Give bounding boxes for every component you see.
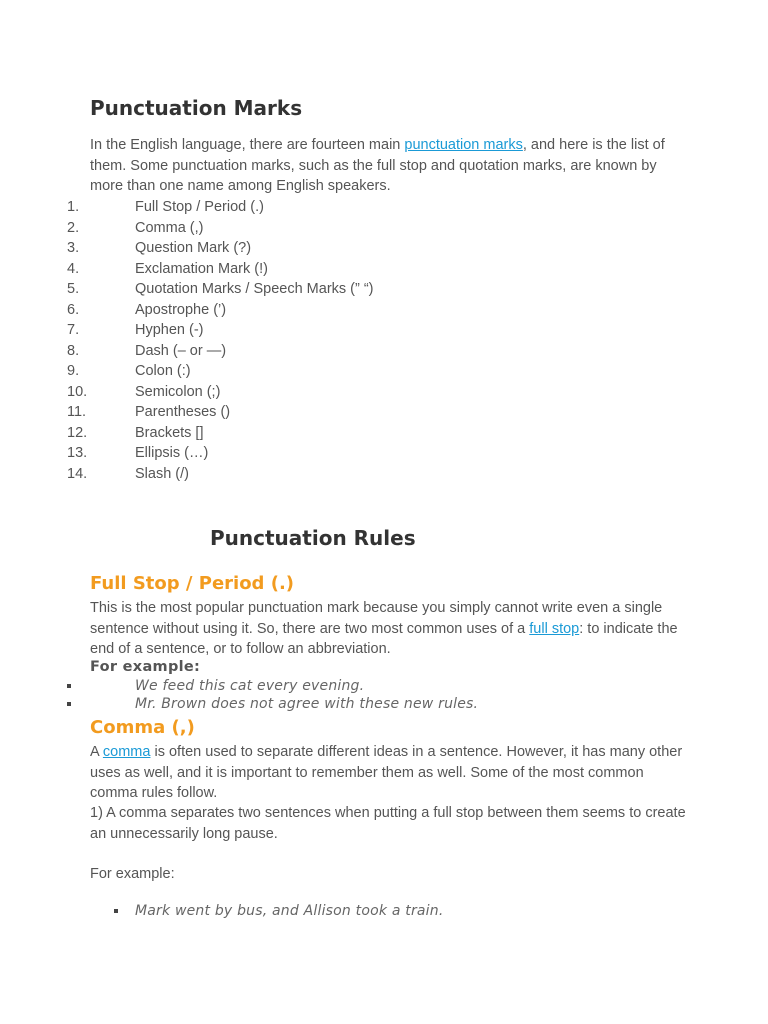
list-item-text: Quotation Marks / Speech Marks (” “) xyxy=(135,281,374,297)
list-item xyxy=(67,443,467,464)
list-item-number: 3. xyxy=(67,240,80,256)
example-label: For example: xyxy=(90,866,175,882)
list-item-text: Comma (,) xyxy=(135,219,204,236)
example-text: Mark went by bus, and Allison took a train. xyxy=(135,903,444,919)
square-bullet-icon xyxy=(67,684,71,688)
list-item-number: 6. xyxy=(67,301,80,318)
list-item-number: 10. xyxy=(67,383,88,400)
list-item-text: Brackets [] xyxy=(135,424,204,441)
intro-text-start: In the English language, there are fourteen main xyxy=(90,137,405,153)
list-item-number: 12. xyxy=(67,424,88,441)
list-item-number: 5. xyxy=(67,281,80,297)
list-item-text: Dash (– or —) xyxy=(135,342,227,359)
list-item xyxy=(67,341,467,362)
list-item-number: 8. xyxy=(67,342,80,359)
list-item xyxy=(67,695,627,713)
list-item-text: Full Stop / Period (.) xyxy=(135,199,264,215)
list-item xyxy=(67,218,467,239)
full-stop-link[interactable]: full stop xyxy=(529,620,580,637)
list-item-number: 4. xyxy=(67,260,80,277)
comma-rule-1: 1) A comma separates two sentences when putting a full stop between them seems to create an unnecessarily long pause. xyxy=(90,805,686,842)
comma-examples xyxy=(114,902,614,920)
full-stop-heading: Full Stop / Period (.) xyxy=(90,573,295,594)
list-item xyxy=(67,402,467,423)
list-item xyxy=(67,279,467,300)
list-item-text: Ellipsis (…) xyxy=(135,445,209,461)
example-text: We feed this cat every evening. xyxy=(135,678,365,694)
list-item-number: 1. xyxy=(67,199,80,215)
list-item-text: Parentheses () xyxy=(135,404,231,420)
list-item-number: 11. xyxy=(67,404,87,420)
comma-paragraph xyxy=(90,742,690,804)
list-item-number: 13. xyxy=(67,445,88,461)
list-item-text: Exclamation Mark (!) xyxy=(135,260,268,277)
punctuation-marks-link[interactable]: punctuation marks xyxy=(404,137,523,153)
list-item-text: Hyphen (-) xyxy=(135,322,204,338)
comma-text-end: is often used to separate different ideas in a sentence. However, it has many other uses as well, and it is important to remember them as well. Some of the most common comma rules follow. xyxy=(90,744,683,801)
full-stop-paragraph xyxy=(90,598,690,660)
list-item xyxy=(67,300,467,321)
list-item-text: Semicolon (;) xyxy=(135,383,221,400)
punctuation-marks-list xyxy=(67,197,467,484)
full-stop-text-end: : to indicate the end of a sentence, or to follow an abbreviation. xyxy=(90,620,678,657)
list-item xyxy=(67,464,467,485)
list-item xyxy=(67,238,467,259)
intro-paragraph xyxy=(90,135,690,197)
full-stop-text-start: This is the most popular punctuation mark because you simply cannot write even a single sentence without using it. So, there are two most common uses of a xyxy=(90,600,663,637)
list-item-text: Colon (:) xyxy=(135,363,191,379)
list-item xyxy=(67,320,467,341)
list-item xyxy=(67,361,467,382)
list-item xyxy=(67,423,467,444)
comma-heading: Comma (,) xyxy=(90,717,195,738)
page-title: Punctuation Marks xyxy=(90,96,303,120)
full-stop-examples xyxy=(67,677,627,713)
list-item xyxy=(67,197,467,218)
list-item xyxy=(67,259,467,280)
list-item-number: 2. xyxy=(67,219,80,236)
list-item-text: Slash (/) xyxy=(135,465,189,482)
intro-text-end: , and here is the list of them. Some punctuation marks, such as the full stop and quotation marks, are known by more than one name among English speakers. xyxy=(90,137,665,194)
comma-text-start: A xyxy=(90,744,103,760)
list-item-number: 9. xyxy=(67,363,80,379)
comma-link[interactable]: comma xyxy=(102,744,151,760)
square-bullet-icon xyxy=(67,702,71,706)
list-item-text: Apostrophe (’) xyxy=(135,301,227,318)
list-item xyxy=(67,382,467,403)
section-title: Punctuation Rules xyxy=(210,526,416,550)
example-text: Mr. Brown does not agree with these new rules. xyxy=(135,696,479,712)
list-item-number: 14. xyxy=(67,465,88,482)
list-item xyxy=(114,902,614,920)
example-label: For example: xyxy=(90,659,201,675)
list-item-number: 7. xyxy=(67,322,80,338)
list-item xyxy=(67,677,627,695)
list-item-text: Question Mark (?) xyxy=(135,240,252,256)
square-bullet-icon xyxy=(114,909,118,913)
